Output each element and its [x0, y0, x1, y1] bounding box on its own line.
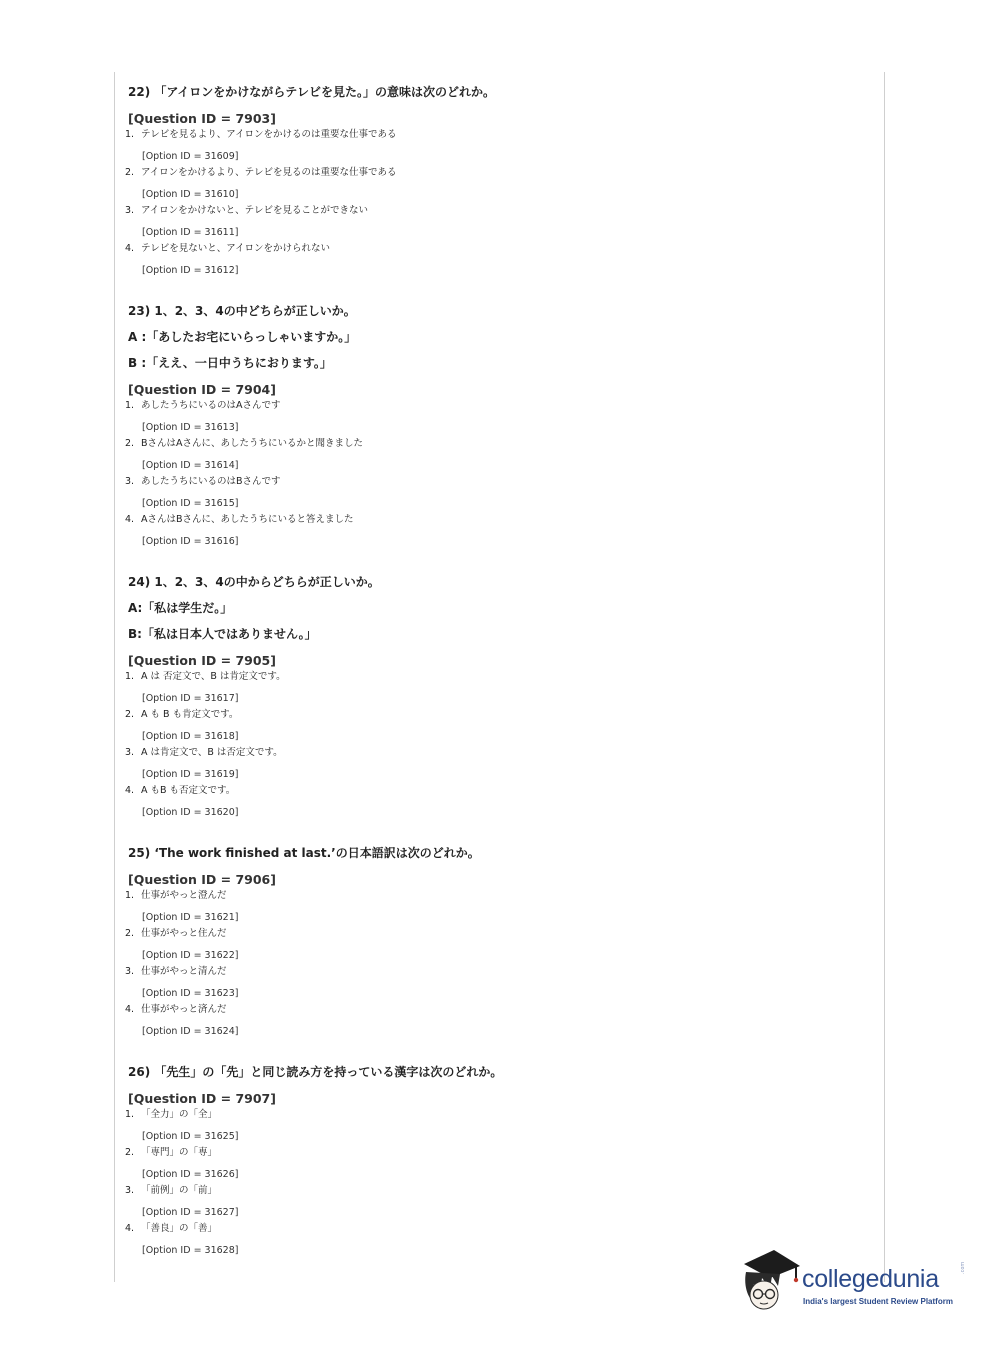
option-number: 3.: [125, 966, 135, 977]
answer-option: [125, 437, 870, 450]
option-text: A は肯定文で、B は否定文です。: [141, 747, 283, 758]
option-text: 仕事がやっと済んだ: [141, 1004, 227, 1015]
page-border-right: [884, 72, 885, 1282]
option-id: [Option ID = 31611]: [142, 227, 239, 238]
question-block: [125, 845, 870, 1038]
answer-option: [125, 1108, 870, 1121]
option-id: [Option ID = 31625]: [142, 1131, 239, 1142]
answer-option: [125, 1222, 870, 1235]
option-id: [Option ID = 31617]: [142, 693, 239, 704]
option-id: [Option ID = 31620]: [142, 807, 239, 818]
option-text: 「専門」の「専」: [141, 1147, 218, 1158]
option-number: 1.: [125, 1109, 135, 1120]
option-id: [Option ID = 31624]: [142, 1026, 239, 1037]
option-id: [Option ID = 31627]: [142, 1207, 239, 1218]
answer-option: [125, 1146, 870, 1159]
question-list: [125, 84, 870, 1283]
option-number: 4.: [125, 243, 135, 254]
option-number: 3.: [125, 205, 135, 216]
option-number: 2.: [125, 709, 135, 720]
option-id: [Option ID = 31628]: [142, 1245, 239, 1256]
option-text: 仕事がやっと住んだ: [141, 928, 227, 939]
option-id: [Option ID = 31616]: [142, 536, 239, 547]
page-border-left: [114, 72, 115, 1282]
option-id: [Option ID = 31623]: [142, 988, 239, 999]
option-number: 3.: [125, 1185, 135, 1196]
option-number: 3.: [125, 747, 135, 758]
option-id: [Option ID = 31609]: [142, 151, 239, 162]
option-id: [Option ID = 31614]: [142, 460, 239, 471]
option-text: A は 否定文で、B は肯定文です。: [141, 671, 286, 682]
option-number: 4.: [125, 1223, 135, 1234]
option-text: A も B も肯定文です。: [141, 709, 239, 720]
option-number: 1.: [125, 129, 135, 140]
dialogue-line: A:「私は学生だ。」: [128, 601, 233, 615]
option-id: [Option ID = 31618]: [142, 731, 239, 742]
option-number: 2.: [125, 1147, 135, 1158]
option-number: 1.: [125, 400, 135, 411]
option-id: [Option ID = 31619]: [142, 769, 239, 780]
answer-option: [125, 784, 870, 797]
answer-option: [125, 889, 870, 902]
answer-option: [125, 927, 870, 940]
option-text: 「全力」の「全」: [141, 1109, 218, 1120]
option-id: [Option ID = 31615]: [142, 498, 239, 509]
option-text: 仕事がやっと清んだ: [141, 966, 227, 977]
answer-option: [125, 242, 870, 255]
option-id: [Option ID = 31621]: [142, 912, 239, 923]
logo-wordmark: collegedunia: [802, 1265, 939, 1293]
option-text: 「善良」の「善」: [141, 1223, 218, 1234]
option-text: テレビを見るより、アイロンをかけるのは重要な仕事である: [141, 129, 397, 140]
logo-domain-suffix: .com: [960, 1261, 966, 1274]
option-id: [Option ID = 31626]: [142, 1169, 239, 1180]
answer-option: [125, 128, 870, 141]
collegedunia-logo: [740, 1248, 970, 1318]
dialogue-line: B :「ええ、一日中うちにおります。」: [128, 356, 332, 370]
question-block: [125, 1064, 870, 1257]
option-text: 仕事がやっと澄んだ: [141, 890, 227, 901]
question-text: 26) 「先生」の「先」と同じ読み方を持っている漢字は次のどれか。: [128, 1065, 503, 1079]
question-id: [Question ID = 7907]: [128, 1091, 276, 1106]
dialogue-line: A :「あしたお宅にいらっしゃいますか。」: [128, 330, 357, 344]
option-text: あしたうちにいるのはAさんです: [141, 400, 281, 411]
option-id: [Option ID = 31613]: [142, 422, 239, 433]
answer-option: [125, 708, 870, 721]
answer-option: [125, 475, 870, 488]
option-text: BさんはAさんに、あしたうちにいるかと聞きました: [141, 438, 364, 449]
question-block: [125, 84, 870, 277]
option-number: 1.: [125, 671, 135, 682]
answer-option: [125, 965, 870, 978]
option-text: 「前例」の「前」: [141, 1185, 218, 1196]
option-text: AさんはBさんに、あしたうちにいると答えました: [141, 514, 354, 525]
answer-option: [125, 746, 870, 759]
option-number: 2.: [125, 928, 135, 939]
answer-option: [125, 513, 870, 526]
question-id: [Question ID = 7905]: [128, 653, 276, 668]
answer-option: [125, 166, 870, 179]
option-text: A もB も否定文です。: [141, 785, 236, 796]
answer-option: [125, 1003, 870, 1016]
answer-option: [125, 1184, 870, 1197]
option-text: あしたうちにいるのはBさんです: [141, 476, 281, 487]
option-number: 4.: [125, 1004, 135, 1015]
dialogue-line: B:「私は日本人ではありません。」: [128, 627, 317, 641]
option-text: アイロンをかけるより、テレビを見るのは重要な仕事である: [141, 167, 397, 178]
option-text: テレビを見ないと、アイロンをかけられない: [141, 243, 330, 254]
logo-tagline: India's largest Student Review Platform: [803, 1297, 953, 1306]
question-id: [Question ID = 7906]: [128, 872, 276, 887]
question-id: [Question ID = 7904]: [128, 382, 276, 397]
answer-option: [125, 399, 870, 412]
option-id: [Option ID = 31622]: [142, 950, 239, 961]
option-number: 4.: [125, 785, 135, 796]
question-id: [Question ID = 7903]: [128, 111, 276, 126]
answer-option: [125, 204, 870, 217]
option-text: アイロンをかけないと、テレビを見ることができない: [141, 205, 368, 216]
option-id: [Option ID = 31612]: [142, 265, 239, 276]
option-number: 3.: [125, 476, 135, 487]
question-text: 25) ‘The work finished at last.’の日本語訳は次のどれか。: [128, 846, 480, 860]
option-number: 2.: [125, 167, 135, 178]
option-id: [Option ID = 31610]: [142, 189, 239, 200]
option-number: 4.: [125, 514, 135, 525]
question-text: 23) 1、2、3、4の中どちらが正しいか。: [128, 304, 356, 318]
question-text: 22) 「アイロンをかけながらテレビを見た。」の意味は次のどれか。: [128, 85, 496, 99]
question-block: [125, 574, 870, 819]
question-block: [125, 303, 870, 548]
question-text: 24) 1、2、3、4の中からどちらが正しいか。: [128, 575, 380, 589]
option-number: 1.: [125, 890, 135, 901]
graduate-mascot-icon: [740, 1248, 802, 1314]
option-number: 2.: [125, 438, 135, 449]
answer-option: [125, 670, 870, 683]
